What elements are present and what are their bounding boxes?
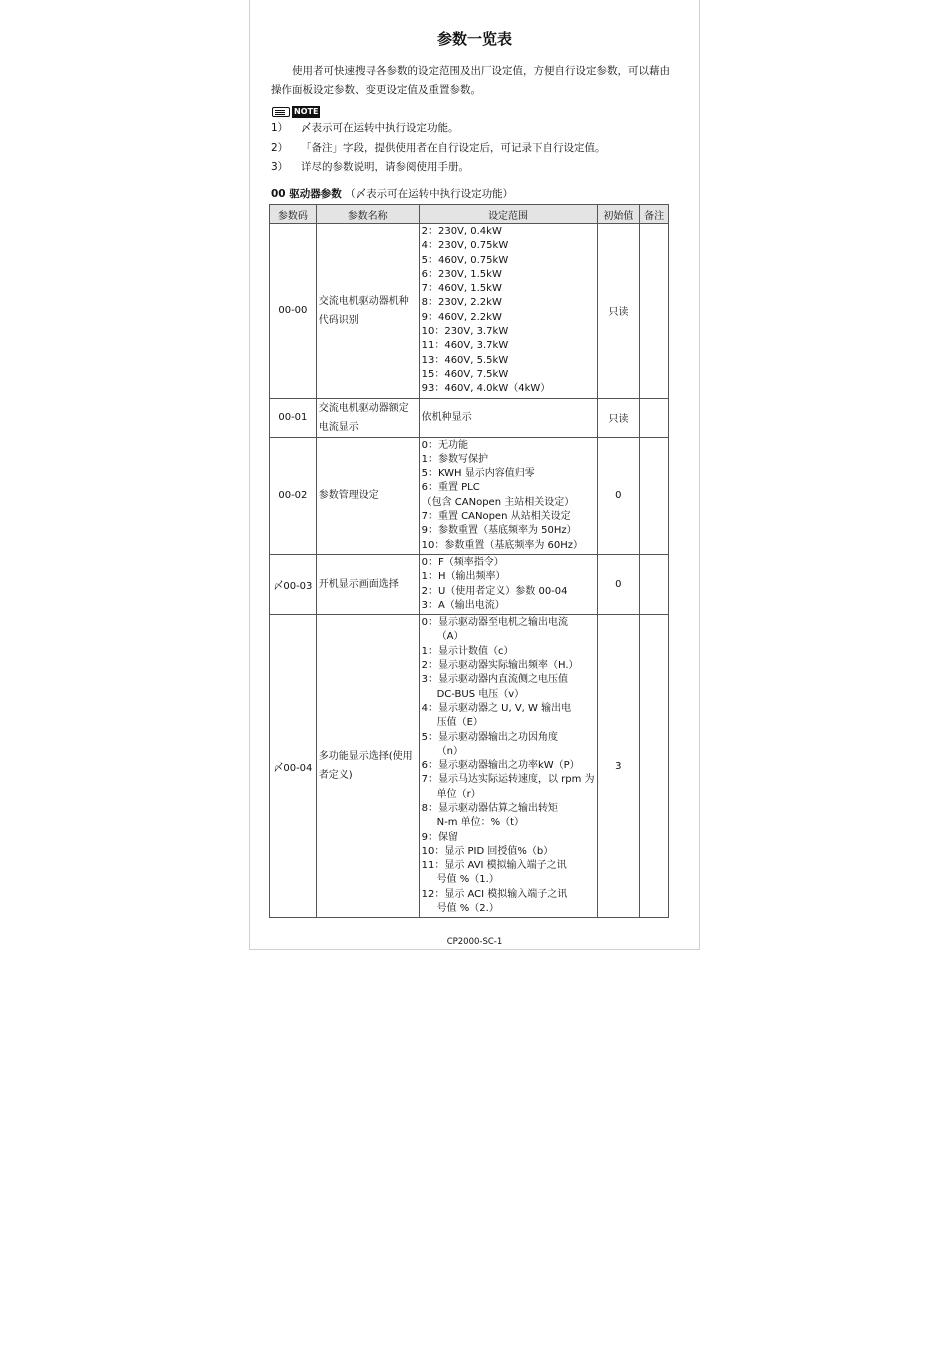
range-option: 5：显示驱动器输出之功因角度 (421, 731, 558, 743)
range-option: 15：460V, 7.5kW (421, 368, 509, 380)
page-title: 参数一览表 (436, 30, 512, 48)
table-row (270, 437, 669, 554)
range-option: 7：重置 CANopen 从站相关设定 (421, 511, 571, 523)
range-option: 10：显示 PID 回授值%（b） (421, 845, 554, 857)
document-page (249, 0, 700, 950)
note-icon (272, 107, 290, 117)
range-option: （包含 CANopen 主站相关设定） (421, 496, 575, 508)
header-default: 初始值 (597, 205, 640, 224)
range-option: 11：显示 AVI 模拟输入端子之讯 (421, 860, 567, 872)
table-header-row (270, 205, 669, 224)
param-range (419, 554, 597, 614)
range-option: 4：显示驱动器之 U, V, W 输出电 (421, 702, 572, 714)
param-default: 3 (597, 615, 640, 918)
section-title: 00 驱动器参数 (271, 188, 342, 200)
param-remark (640, 554, 669, 614)
notes-list (271, 119, 681, 178)
range-option: 2：显示驱动器实际输出频率（H.） (421, 660, 579, 672)
range-option: 7：显示马达实际运转速度，以 rpm 为 (421, 774, 595, 786)
note-label: NOTE (294, 107, 319, 116)
param-remark (640, 224, 669, 399)
range-option: 1：H（输出频率） (421, 571, 506, 583)
range-option: 12：显示 ACI 模拟输入端子之讯 (421, 888, 568, 900)
range-option: 依机种显示 (421, 412, 472, 424)
param-code: 〆00-04 (270, 615, 317, 918)
range-option: 3：A（输出电流） (421, 599, 505, 611)
note-item: 2） 「备注」字段，提供使用者在自行设定后，可记录下自行设定值。 (271, 141, 606, 154)
param-default: 只读 (597, 398, 640, 437)
param-range (419, 437, 597, 554)
param-remark (640, 437, 669, 554)
range-option: 0：显示驱动器至电机之输出电流 (421, 617, 568, 629)
range-option: 2：U（使用者定义）参数 00-04 (421, 585, 568, 597)
range-option: 号值 %（2.） (436, 903, 499, 915)
range-option: 93：460V, 4.0kW（4kW） (421, 383, 551, 395)
range-option: 10：参数重置（基底频率为 60Hz） (421, 539, 584, 551)
parameter-table (269, 204, 669, 918)
param-name: 多功能显示选择(使用者定义) (316, 615, 419, 918)
param-name: 交流电机驱动器额定电流显示 (316, 398, 419, 437)
range-option: 7：460V, 1.5kW (421, 283, 502, 295)
table-row (270, 615, 669, 918)
param-remark (640, 398, 669, 437)
range-option: 11：460V, 3.7kW (421, 340, 509, 352)
range-option: 8：230V, 2.2kW (421, 297, 502, 309)
range-option: 13：460V, 5.5kW (421, 354, 509, 366)
range-option: 0：无功能 (421, 439, 468, 451)
range-option: 单位（r） (436, 788, 481, 800)
range-option: 1：参数写保护 (421, 453, 488, 465)
range-option: 9：参数重置（基底频率为 50Hz） (421, 525, 577, 537)
range-option: （n） (436, 745, 463, 757)
range-option: 8：显示驱动器估算之输出转矩 (421, 802, 558, 814)
range-option: 1：显示计数值（c） (421, 645, 514, 657)
range-option: 2：230V, 0.4kW (421, 226, 502, 237)
param-range (419, 615, 597, 918)
table-row (270, 554, 669, 614)
param-default: 只读 (597, 224, 640, 399)
note-item: 3） 详尽的参数说明，请参阅使用手册。 (271, 161, 469, 173)
range-option: 5：KWH 显示内容值归零 (421, 468, 535, 480)
param-code: 00-02 (270, 437, 317, 554)
intro-paragraph: 使用者可快速搜寻各参数的设定范围及出厂设定值，方便自行设定参数，可以藉由操作面板设定参数、变更设定值及重置参数。 (271, 65, 670, 96)
range-option: 0：F（频率指令） (421, 556, 504, 568)
param-code: 〆00-03 (270, 554, 317, 614)
section-heading (271, 186, 513, 201)
header-range: 设定范围 (419, 205, 597, 224)
param-default: 0 (597, 437, 640, 554)
range-option: N-m 单位：%（t） (436, 817, 525, 829)
header-remark: 备注 (640, 205, 669, 224)
range-option: 6：重置 PLC (421, 482, 480, 494)
range-option: （A） (436, 631, 464, 643)
header-code: 参数码 (270, 205, 317, 224)
page-footer: CP2000-SC-1 (446, 937, 503, 947)
param-default: 0 (597, 554, 640, 614)
range-option: 9：460V, 2.2kW (421, 311, 502, 323)
range-option: 压值（E） (436, 717, 483, 729)
note-badge (272, 106, 320, 118)
param-name: 参数管理设定 (316, 437, 419, 554)
param-range (419, 224, 597, 399)
param-remark (640, 615, 669, 918)
range-option: 4：230V, 0.75kW (421, 240, 509, 252)
range-option: 5：460V, 0.75kW (421, 254, 509, 266)
note-item: 1） 〆表示可在运转中执行设定功能。 (271, 122, 459, 134)
range-option: 9：保留 (421, 831, 458, 843)
range-option: 3：显示驱动器内直流侧之电压值 (421, 674, 568, 686)
param-name: 开机显示画面选择 (316, 554, 419, 614)
range-option: 6：230V, 1.5kW (421, 268, 502, 280)
param-code: 00-00 (270, 224, 317, 399)
range-option: 6：显示驱动器输出之功率kW（P） (421, 760, 580, 772)
range-option: 10：230V, 3.7kW (421, 326, 509, 338)
param-code: 00-01 (270, 398, 317, 437)
table-row (270, 224, 669, 399)
range-option: DC-BUS 电压（v） (436, 688, 525, 700)
table-row (270, 398, 669, 437)
header-name: 参数名称 (316, 205, 419, 224)
param-range (419, 398, 597, 437)
range-option: 号值 %（1.） (436, 874, 499, 886)
param-name: 交流电机驱动器机种代码识别 (316, 224, 419, 399)
section-subtitle: （〆表示可在运转中执行设定功能） (345, 188, 514, 200)
